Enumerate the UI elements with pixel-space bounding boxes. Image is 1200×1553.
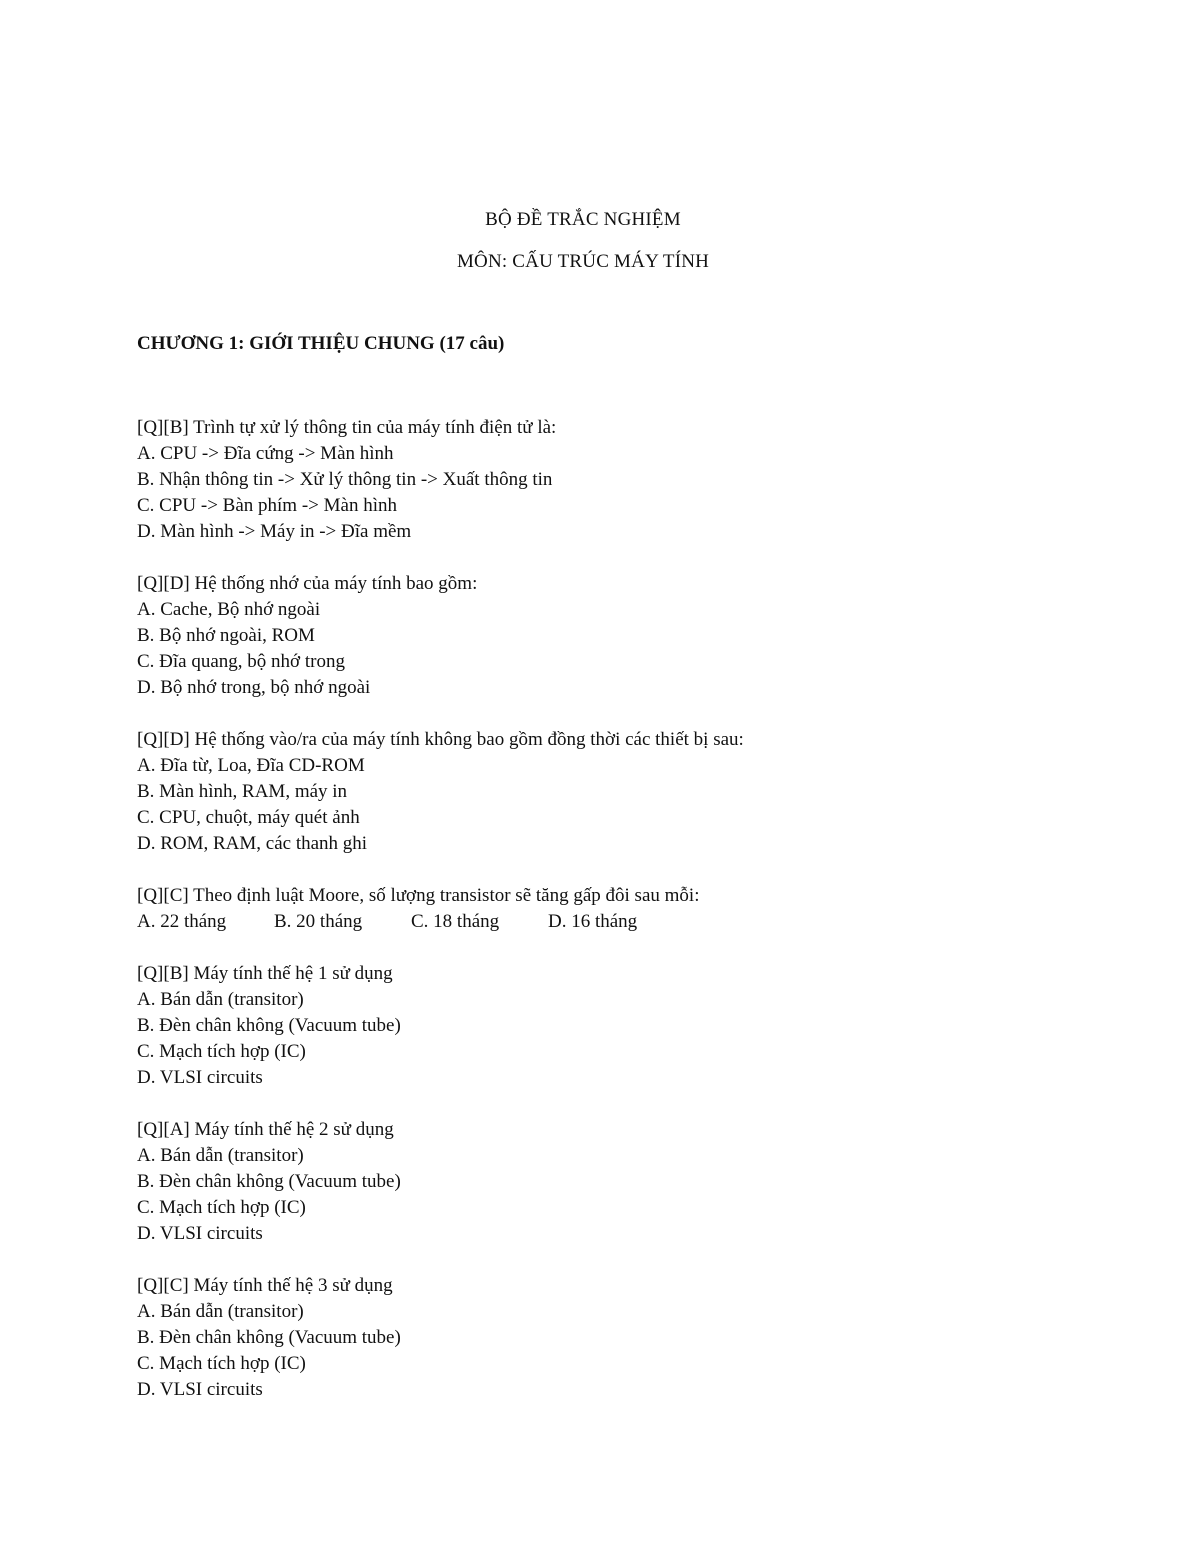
answer-option: D. Màn hình -> Máy in -> Đĩa mềm (137, 521, 412, 542)
answer-option: B. Nhận thông tin -> Xử lý thông tin -> Xuất thông tin (137, 469, 553, 490)
question-text: [Q][D] Hệ thống vào/ra của máy tính không bao gồm đồng thời các thiết bị sau: (137, 729, 744, 750)
answer-option: C. 18 tháng (411, 911, 500, 932)
question-text: [Q][A] Máy tính thế hệ 2 sử dụng (137, 1119, 394, 1140)
answer-option: C. Mạch tích hợp (IC) (137, 1197, 306, 1218)
answer-option: A. Bán dẫn (transitor) (137, 989, 304, 1010)
question-block (137, 415, 1037, 545)
answer-option: D. 16 tháng (548, 911, 638, 932)
answer-options-row (137, 909, 1037, 935)
question-block (137, 727, 1037, 857)
answer-option: D. ROM, RAM, các thanh ghi (137, 833, 368, 854)
answer-option: C. Đĩa quang, bộ nhớ trong (137, 651, 345, 672)
answer-option: C. Mạch tích hợp (IC) (137, 1353, 306, 1374)
question-block (137, 961, 1037, 1091)
answer-option: D. Bộ nhớ trong, bộ nhớ ngoài (137, 677, 371, 698)
question-list (137, 415, 1037, 1429)
question-block (137, 1273, 1037, 1403)
answer-option: B. 20 tháng (274, 911, 363, 932)
answer-option: A. Đĩa từ, Loa, Đĩa CD-ROM (137, 755, 365, 776)
answer-option: B. Đèn chân không (Vacuum tube) (137, 1015, 401, 1036)
answer-option: A. 22 tháng (137, 911, 227, 932)
answer-option: D. VLSI circuits (137, 1223, 263, 1244)
answer-option: B. Đèn chân không (Vacuum tube) (137, 1327, 401, 1348)
answer-option: B. Đèn chân không (Vacuum tube) (137, 1171, 401, 1192)
question-text: [Q][C] Máy tính thế hệ 3 sử dụng (137, 1275, 393, 1296)
answer-option: B. Bộ nhớ ngoài, ROM (137, 625, 315, 646)
question-block (137, 1117, 1037, 1247)
question-text: [Q][C] Theo định luật Moore, số lượng transistor sẽ tăng gấp đôi sau mỗi: (137, 885, 700, 906)
answer-option: D. VLSI circuits (137, 1067, 263, 1088)
document-subject: MÔN: CẤU TRÚC MÁY TÍNH (456, 251, 710, 272)
answer-option: C. Mạch tích hợp (IC) (137, 1041, 306, 1062)
answer-option: A. Bán dẫn (transitor) (137, 1145, 304, 1166)
question-block (137, 883, 1037, 935)
answer-option: B. Màn hình, RAM, máy in (137, 781, 348, 802)
answer-option: C. CPU -> Bàn phím -> Màn hình (137, 495, 397, 516)
answer-option: A. Cache, Bộ nhớ ngoài (137, 599, 321, 620)
answer-option: C. CPU, chuột, máy quét ảnh (137, 807, 360, 828)
answer-option: A. Bán dẫn (transitor) (137, 1301, 304, 1322)
answer-option: D. VLSI circuits (137, 1379, 263, 1400)
question-block (137, 571, 1037, 701)
chapter-heading: CHƯƠNG 1: GIỚI THIỆU CHUNG (17 câu) (137, 333, 505, 354)
question-text: [Q][B] Máy tính thế hệ 1 sử dụng (137, 963, 393, 984)
answer-option: A. CPU -> Đĩa cứng -> Màn hình (137, 443, 394, 464)
question-text: [Q][B] Trình tự xử lý thông tin của máy tính điện tử là: (137, 417, 557, 438)
document-title: BỘ ĐỀ TRẮC NGHIỆM (485, 209, 681, 230)
question-text: [Q][D] Hệ thống nhớ của máy tính bao gồm: (137, 573, 478, 594)
